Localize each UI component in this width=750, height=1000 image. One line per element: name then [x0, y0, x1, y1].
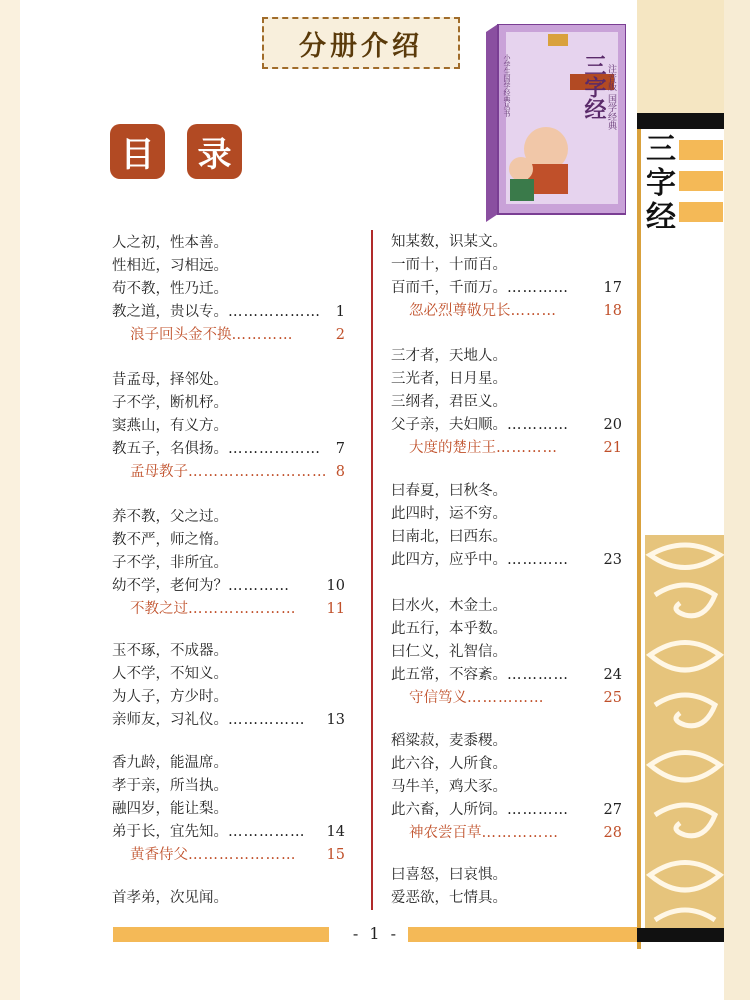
toc-verse-line	[112, 753, 345, 773]
toc-verse-line	[112, 279, 345, 299]
toc-entry-text: 守信笃义	[409, 690, 467, 706]
toc-entry-text: 教之道，贵以专。	[112, 304, 228, 320]
toc-page-number: 8	[335, 464, 345, 480]
toc-entry-text: 此六谷，人所食。	[391, 756, 507, 772]
toc-verse-line	[391, 415, 622, 435]
footer-bar-right	[408, 927, 637, 942]
toc-entry-text: 幼不学，老何为？	[112, 578, 228, 594]
toc-entry-text: 爱恶欲，七情具。	[391, 890, 507, 906]
toc-page-number: 18	[603, 303, 622, 319]
toc-entry-text: 为人子，方少时。	[112, 689, 228, 705]
toc-entry-text: 性相近，习相远。	[112, 258, 228, 274]
toc-leader-dots: ………………	[228, 441, 321, 457]
toc-verse-line	[391, 481, 622, 501]
toc-leader-dots: ………………………	[188, 464, 328, 480]
toc-page-number: 21	[603, 440, 622, 456]
toc-page-number: 27	[603, 802, 622, 818]
toc-leader-dots: …………	[507, 417, 569, 433]
header-title: 分册介绍	[299, 30, 423, 62]
toc-entry-text: 知某数，识某文。	[391, 234, 507, 250]
side-decor-top	[637, 0, 724, 115]
toc-leader-dots: ………	[510, 303, 557, 319]
toc-leader-dots: ……………	[481, 825, 559, 841]
toc-entry-text: 马牛羊，鸡犬豕。	[391, 779, 507, 795]
toc-leader-dots: …………	[228, 578, 290, 594]
toc-leader-dots: ………………	[228, 304, 321, 320]
toc-verse-line	[391, 369, 622, 389]
toc-verse-line	[112, 776, 345, 796]
toc-leader-dots: …………	[496, 440, 558, 456]
toc-verse-line	[112, 233, 345, 253]
toc-heading-char-1: 目	[110, 124, 165, 179]
toc-entry-text: 此五常，不容紊。	[391, 667, 507, 683]
toc-verse-line	[112, 370, 345, 390]
toc-entry-text: 弟于长，宜先知。	[112, 824, 228, 840]
toc-entry-text: 孝于亲，所当执。	[112, 778, 228, 794]
toc-leader-dots: …………………	[188, 847, 297, 863]
toc-entry-text: 亲师友，习礼仪。	[112, 712, 228, 728]
side-decor-bottom	[637, 928, 724, 942]
right-margin-strip	[724, 0, 750, 1000]
toc-heading-char-2: 录	[187, 124, 242, 179]
toc-verse-line	[391, 346, 622, 366]
header-box	[262, 17, 460, 69]
toc-page-number: 17	[603, 280, 622, 296]
toc-entry-text: 一而十，十而百。	[391, 257, 507, 273]
toc-entry-text: 三光者，日月星。	[391, 371, 507, 387]
toc-entry-text: 昔孟母，择邻处。	[112, 372, 228, 388]
toc-entry-text: 三才者，天地人。	[391, 348, 507, 364]
toc-verse-line	[391, 800, 622, 820]
toc-entry-text: 融四岁，能让梨。	[112, 801, 228, 817]
toc-entry-text: 曰喜怒，曰哀惧。	[391, 867, 507, 883]
decorative-pattern	[645, 535, 724, 935]
toc-page-number: 7	[335, 441, 345, 457]
toc-entry-text: 此四时，运不穷。	[391, 506, 507, 522]
side-decor-band	[637, 113, 724, 129]
toc-page-number: 23	[603, 552, 622, 568]
side-bar-2	[679, 171, 723, 191]
toc-verse-line	[391, 888, 622, 908]
toc-leader-dots: …………………	[188, 601, 297, 617]
toc-story-entry	[409, 301, 622, 321]
toc-entry-text: 浪子回头金不换	[130, 327, 232, 343]
toc-page-number: 25	[603, 690, 622, 706]
side-bar-1	[679, 140, 723, 160]
toc-entry-text: 曰南北，曰西东。	[391, 529, 507, 545]
side-decor-rule	[637, 129, 641, 949]
toc-entry-text: 父子亲，夫妇顺。	[391, 417, 507, 433]
toc-entry-text: 香九龄，能温席。	[112, 755, 228, 771]
toc-verse-line	[112, 576, 345, 596]
toc-entry-text: 稻粱菽，麦黍稷。	[391, 733, 507, 749]
toc-page-number: 1	[335, 304, 345, 320]
toc-entry-text: 神农尝百草	[409, 825, 482, 841]
toc-verse-line	[112, 822, 345, 842]
toc-entry-text: 百而千，千而万。	[391, 280, 507, 296]
toc-leader-dots: …………	[507, 802, 569, 818]
toc-verse-line	[112, 799, 345, 819]
toc-entry-text: 不教之过	[130, 601, 188, 617]
toc-verse-line	[112, 553, 345, 573]
toc-page-number: 2	[335, 327, 345, 343]
page-number: - 1 -	[352, 924, 400, 943]
toc-leader-dots: …………	[507, 552, 569, 568]
toc-verse-line	[391, 392, 622, 412]
toc-verse-line	[391, 619, 622, 639]
toc-entry-text: 苟不教，性乃迁。	[112, 281, 228, 297]
toc-entry-text: 此六畜，人所饲。	[391, 802, 507, 818]
toc-entry-text: 首孝弟，次见闻。	[112, 890, 228, 906]
toc-verse-line	[112, 393, 345, 413]
toc-page-number: 11	[326, 601, 345, 617]
toc-verse-line	[391, 550, 622, 570]
toc-verse-line	[112, 256, 345, 276]
toc-verse-line	[112, 687, 345, 707]
toc-entry-text: 子不学，非所宜。	[112, 555, 228, 571]
toc-story-entry	[409, 688, 622, 708]
column-divider	[371, 230, 373, 910]
toc-entry-text: 曰水火，木金土。	[391, 598, 507, 614]
toc-entry-text: 养不教，父之过。	[112, 509, 228, 525]
toc-verse-line	[391, 754, 622, 774]
toc-entry-text: 曰仁义，礼智信。	[391, 644, 507, 660]
toc-entry-text: 孟母教子	[130, 464, 188, 480]
toc-verse-line	[391, 596, 622, 616]
toc-verse-line	[391, 504, 622, 524]
toc-verse-line	[112, 507, 345, 527]
toc-verse-line	[391, 731, 622, 751]
toc-leader-dots: …………	[231, 327, 294, 343]
side-bar-3	[679, 202, 723, 222]
toc-verse-line	[391, 232, 622, 252]
toc-page-number: 13	[326, 712, 345, 728]
toc-verse-line	[112, 302, 345, 322]
toc-verse-line	[391, 278, 622, 298]
toc-verse-line	[391, 255, 622, 275]
toc-verse-line	[391, 642, 622, 662]
toc-entry-text: 人不学，不知义。	[112, 666, 228, 682]
side-title: 三字经	[646, 132, 676, 235]
toc-verse-line	[112, 416, 345, 436]
toc-entry-text: 教五子，名俱扬。	[112, 441, 228, 457]
toc-verse-line	[391, 777, 622, 797]
toc-story-entry	[409, 438, 622, 458]
toc-entry-text: 大度的楚庄王	[409, 440, 496, 456]
footer-bar-left	[113, 927, 329, 942]
toc-story-entry	[409, 823, 622, 843]
toc-leader-dots: …………	[507, 667, 569, 683]
toc-verse-line	[391, 527, 622, 547]
book-series: 小学生国学经典丛书	[503, 54, 511, 117]
toc-leader-dots: …………	[507, 280, 569, 296]
toc-story-entry	[130, 845, 345, 865]
toc-verse-line	[112, 710, 345, 730]
toc-verse-line	[112, 641, 345, 661]
toc-page-number: 24	[603, 667, 622, 683]
left-margin-strip	[0, 0, 20, 1000]
book-cover	[486, 24, 626, 222]
toc-entry-text: 子不学，断机杼。	[112, 395, 228, 411]
toc-leader-dots: ……………	[228, 712, 306, 728]
toc-verse-line	[112, 439, 345, 459]
toc-verse-line	[112, 664, 345, 684]
toc-entry-text: 此五行，本乎数。	[391, 621, 507, 637]
toc-page-number: 14	[326, 824, 345, 840]
toc-verse-line	[112, 530, 345, 550]
toc-story-entry	[130, 599, 345, 619]
toc-verse-line	[112, 888, 345, 908]
toc-entry-text: 玉不琢，不成器。	[112, 643, 228, 659]
book-tag: 注音版 国学经典	[606, 64, 616, 130]
toc-entry-text: 此四方，应乎中。	[391, 552, 507, 568]
toc-entry-text: 黄香侍父	[130, 847, 188, 863]
toc-page-number: 15	[326, 847, 345, 863]
toc-leader-dots: ……………	[467, 690, 545, 706]
toc-entry-text: 教不严，师之惰。	[112, 532, 228, 548]
toc-entry-text: 曰春夏，曰秋冬。	[391, 483, 507, 499]
toc-verse-line	[391, 665, 622, 685]
toc-story-entry	[130, 462, 345, 482]
toc-page-number: 28	[603, 825, 622, 841]
toc-leader-dots: ……………	[228, 824, 306, 840]
toc-entry-text: 人之初，性本善。	[112, 235, 228, 251]
toc-entry-text: 三纲者，君臣义。	[391, 394, 507, 410]
toc-entry-text: 忽必烈尊敬兄长	[409, 303, 511, 319]
toc-story-entry	[130, 325, 345, 345]
toc-verse-line	[391, 865, 622, 885]
toc-page-number: 20	[603, 417, 622, 433]
book-title: 三字经	[581, 54, 607, 120]
toc-entry-text: 窦燕山，有义方。	[112, 418, 228, 434]
toc-page-number: 10	[326, 578, 345, 594]
